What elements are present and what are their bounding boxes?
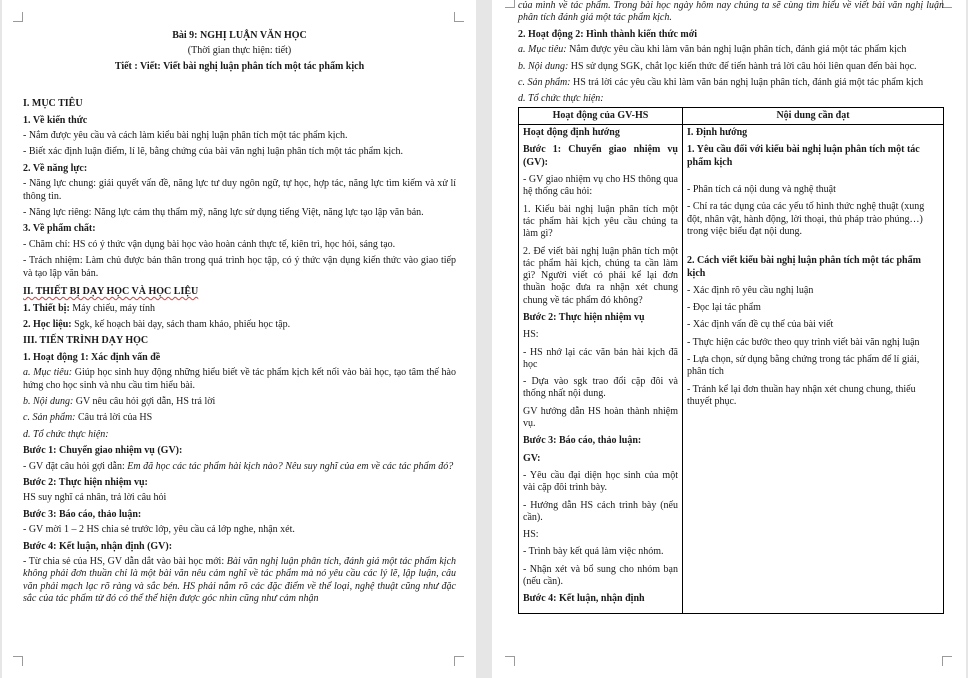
paragraph: 1. Thiết bị: Máy chiếu, máy tính: [23, 302, 156, 314]
paragraph: 2. Học liệu: Sgk, kế hoạch bài dạy, sách tham khảo, phiếu học tập.: [23, 318, 291, 330]
paragraph: - GV đặt câu hỏi gợi dẫn: Em đã học các tác phẩm hài kịch nào? Nêu suy nghĩ của em về các tác phẩm đó?: [23, 460, 454, 472]
crop-mark: [13, 12, 23, 22]
page-right-content: [518, 0, 944, 614]
lesson-title: Bài 9: NGHỊ LUẬN VĂN HỌC: [172, 30, 307, 41]
subsection-heading: 2. Về năng lực:: [23, 162, 88, 174]
paragraph: - Từ chia sẻ của HS, GV dẫn dắt vào bài học mới: Bài văn nghị luận phân tích, đánh giá một tác phẩm kịch không phải đơn thuần chỉ là một bài văn nêu cảm nghĩ về tác phẩm mà nó yêu cầu các lý lẽ, lập luận, câu văn phải mạch lạc rõ ràng và sắc bén. HS phải nắm rõ các đặc điểm về thể loại, nghệ thuật cũng như đặc sắc của tác phẩm từ đó có thể thể hiện được góc nhìn cũng như cảm nhận: [23, 556, 457, 605]
paragraph: d. Tổ chức thực hiện:: [23, 428, 109, 440]
paragraph: - GV mời 1 – 2 HS chia sẻ trước lớp, yêu cầu cả lớp nghe, nhận xét.: [23, 524, 295, 536]
step-heading: Bước 2: Thực hiện nhiệm vụ:: [23, 476, 148, 488]
paragraph: d. Tổ chức thực hiện:: [518, 93, 604, 105]
crop-mark: [13, 656, 23, 666]
paragraph: c. Sản phẩm: Câu trả lời của HS: [23, 412, 153, 424]
paragraph: - Biết xác định luận điểm, lí lẽ, bằng chứng của bài văn nghị luận phân tích một tác phẩm kịch.: [23, 146, 404, 158]
subsection-heading: 2. Hoạt động 2: Hình thành kiến thức mới: [518, 28, 698, 40]
table-header-row: [519, 107, 944, 124]
subsection-heading: 1. Hoạt động 1: Xác định vấn đề: [23, 351, 161, 363]
paragraph: b. Nội dung: HS sử dụng SGK, chắt lọc kiến thức để tiến hành trả lời câu hỏi liên quan đến bài học.: [518, 60, 917, 72]
subsection-heading: 3. Về phẩm chất:: [23, 223, 96, 235]
section-heading: II. THIẾT BỊ DẠY HỌC VÀ HỌC LIỆU: [23, 286, 199, 298]
document-page-right: [492, 0, 966, 678]
table-row: [519, 125, 944, 614]
section-heading: I. MỤC TIÊU: [23, 98, 83, 110]
page-left-content: [23, 30, 456, 610]
crop-mark: [505, 656, 515, 666]
paragraph: - Năng lực riêng: Năng lực cảm thụ thẩm mỹ, năng lực sử dụng tiếng Việt, năng lực tạo lập văn bản.: [23, 207, 424, 219]
crop-mark: [505, 0, 515, 8]
step-heading: Bước 1: Chuyển giao nhiệm vụ (GV):: [23, 445, 183, 457]
lesson-subtitle: Tiết : Viết: Viết bài nghị luận phân tích một tác phẩm kịch: [114, 60, 365, 72]
lesson-time: (Thời gian thực hiện: tiết): [187, 45, 292, 57]
paragraph: a. Mục tiêu: Giúp học sinh huy động những hiểu biết về tác phẩm kịch kết nối vào bài học, tạo tâm thế hào hứng cho học sinh và nhu cầu tìm hiểu bài.: [23, 367, 456, 391]
table-header: Hoạt động của GV-HS: [519, 107, 683, 124]
paragraph: - Năng lực chung: giải quyết vấn đề, năng lực tư duy ngôn ngữ, tự học, hợp tác, năng lực tìm kiếm và xử lí thông tin.: [23, 178, 456, 202]
paragraph: HS suy nghĩ cá nhân, trả lời câu hỏi: [23, 492, 167, 504]
paragraph: - Nắm được yêu cầu và cách làm kiểu bài nghị luận phân tích một tác phẩm kịch.: [23, 130, 348, 142]
paragraph: c. Sản phẩm: HS trả lời các yêu cầu khi làm văn bản nghị luận phân tích, đánh giá một tác phẩm kịch: [518, 77, 924, 89]
activity-table: [518, 107, 944, 614]
step-heading: Bước 4: Kết luận, nhận định (GV):: [23, 540, 173, 552]
paragraph: a. Mục tiêu: Nắm được yêu cầu khi làm văn bản nghị luận phân tích, đánh giá một tác phẩm kịch: [518, 44, 907, 56]
section-heading: III. TIẾN TRÌNH DẠY HỌC: [23, 335, 149, 347]
table-cell-activities: Hoạt động định hướng Bước 1: Chuyển giao nhiệm vụ (GV): - GV giao nhiệm vụ cho HS thông qua hệ thống câu hỏi: 1. Kiểu bài nghị luận phân tích một tác phẩm hài kịch yêu cầu chúng ta làm gì? 2. Để viết bài nghị luận phân tích một tác phẩm hài kịch, chúng ta cần làm gì? Người viết có phải kể lại đơn thuần hoặc đưa ra nhận xét chung chung về tác phẩm đó không? Bước 2: Thực hiện nhiệm vụ HS: - HS nhớ lại các văn bản hài kịch đã học - Dựa vào sgk trao đổi cặp đôi và thống nhất nội dung. GV hướng dẫn HS hoàn thành nhiệm vụ. Bước 3: Báo cáo, thảo luận: GV: - Yêu cầu đại diện học sinh của một vài cặp đôi trình bày. - Hướng dẫn HS cách trình bày (nếu cần). HS: - Trình bày kết quả làm việc nhóm. - Nhận xét và bổ sung cho nhóm bạn (nếu cần). Bước 4: Kết luận, nhận định: [519, 125, 683, 614]
paragraph: - Chăm chỉ: HS có ý thức vận dụng bài học vào hoàn cảnh thực tế, kiên trì, học hỏi, sáng tạo.: [23, 238, 396, 250]
paragraph: - Trách nhiệm: Làm chủ được bản thân trong quá trình học tập, có ý thức vận dụng kiến thức vào giao tiếp và tạo lập văn bản.: [23, 255, 456, 279]
table-header: Nội dung cần đạt: [683, 107, 944, 124]
table-cell-content: I. Định hướng 1. Yêu cầu đối với kiểu bài nghị luận phân tích một tác phẩm kịch - Phân tích cả nội dung và nghệ thuật - Chỉ ra tác dụng của các yếu tố hình thức nghệ thuật (xung đột, nhân vật, hành động, lời thoại, thủ pháp trào phúng…) trong việc biểu đạt nội dung. 2. Cách viết kiểu bài nghị luận phân tích một tác phẩm kịch - Xác định rõ yêu cầu nghị luận - Đọc lại tác phẩm - Xác định vấn đề cụ thể của bài viết - Thực hiện các bước theo quy trình viết bài văn nghị luận - Lựa chọn, sử dụng bằng chứng trong tác phẩm để lí giải, phân tích - Tránh kể lại đơn thuần hay nhận xét chung chung, thiếu thuyết phục.: [683, 125, 944, 614]
paragraph: b. Nội dung: GV nêu câu hỏi gợi dẫn, HS trả lời: [23, 395, 216, 407]
crop-mark: [942, 656, 952, 666]
paragraph: của mình về tác phẩm. Trong bài học ngày hôm nay chúng ta sẽ cùng tìm hiểu về viết bài văn nghị luận phân tích đánh giá một tác phẩm kịch.: [518, 0, 944, 24]
crop-mark: [454, 656, 464, 666]
crop-mark: [454, 12, 464, 22]
document-page-left: [2, 0, 476, 678]
subsection-heading: 1. Về kiến thức: [23, 114, 88, 126]
step-heading: Bước 3: Báo cáo, thảo luận:: [23, 508, 142, 520]
